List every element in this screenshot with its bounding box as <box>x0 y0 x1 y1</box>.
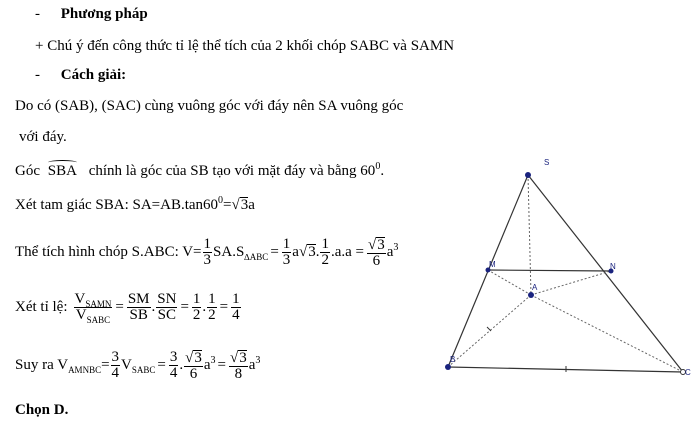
triangle-end: a <box>248 197 255 213</box>
v-sub: SABC <box>86 315 111 326</box>
fraction-num <box>367 237 386 254</box>
fraction-den: 2 <box>321 252 329 269</box>
fraction-den: SC <box>157 307 177 324</box>
radicand: 3 <box>308 244 316 260</box>
radical-sign: √ <box>185 349 194 366</box>
edge-AB <box>448 295 531 367</box>
result-label: Suy ra V <box>15 357 69 373</box>
dot: . <box>315 244 320 260</box>
fraction-num: 1 <box>203 236 212 253</box>
fraction <box>111 350 121 381</box>
fraction <box>320 237 330 268</box>
edge-AC <box>531 295 683 372</box>
v-symbol: V <box>75 307 87 324</box>
fraction-den: 4 <box>111 365 120 382</box>
eq: = <box>219 299 229 315</box>
radicand: 3 <box>239 349 247 366</box>
tick-mark <box>487 327 491 331</box>
fraction-num: 3 <box>111 349 120 366</box>
angle-rest: chính là góc của SB tạo với mặt đáy và bằng 60 <box>88 163 376 179</box>
eq: = <box>217 357 226 373</box>
v-sub: SABC <box>131 365 156 375</box>
volume-line <box>15 234 398 270</box>
radicand: 3 <box>240 197 249 213</box>
fraction <box>282 237 292 268</box>
fraction-den: 6 <box>372 252 381 269</box>
fraction <box>231 292 241 323</box>
degree-sup: 0 <box>375 161 381 172</box>
fraction-den <box>75 307 111 326</box>
power-sup: 3 <box>210 355 216 366</box>
volume-tail: a <box>386 244 394 260</box>
v-sub: SAMN <box>85 299 112 310</box>
fraction-num: 1 <box>208 291 216 308</box>
point-A <box>528 292 534 298</box>
eq: = <box>101 357 110 373</box>
triangle-text: Xét tam giác SBA: SA=AB.tan60 <box>15 197 219 213</box>
fraction-den: 2 <box>192 307 201 324</box>
edge-SC <box>528 175 683 372</box>
volume-a: a <box>292 244 299 260</box>
volume-eq: = <box>270 244 279 260</box>
bullet: - <box>35 67 40 83</box>
v-symbol: V <box>121 357 132 373</box>
fraction-den: 3 <box>203 252 212 269</box>
fraction-num: 1 <box>321 236 329 253</box>
eq: = <box>115 299 124 315</box>
angle-end: . <box>380 163 385 179</box>
radical-sign: √ <box>230 349 239 366</box>
fraction <box>184 350 203 382</box>
v-sub: AMNBC <box>68 365 102 375</box>
angle-prefix: Góc <box>15 163 40 179</box>
edge-MN <box>488 270 611 271</box>
fraction-num: 1 <box>282 236 291 253</box>
radical-sign: √ <box>367 236 377 253</box>
point-B <box>445 364 451 370</box>
point-S <box>525 172 531 178</box>
triangle-sub: ∆ABC <box>244 252 269 262</box>
fraction-den: 4 <box>232 307 240 324</box>
fraction-num: SN <box>157 291 177 308</box>
fraction-den: SB <box>129 307 148 324</box>
fraction-num: 1 <box>192 291 201 308</box>
angle-line <box>15 162 384 180</box>
dot: . <box>151 299 156 315</box>
ratio-label: Xét tỉ lệ: <box>15 299 68 315</box>
fraction-den: 6 <box>189 365 198 382</box>
solution-heading <box>35 66 126 84</box>
label-S: S <box>544 158 550 167</box>
power-sup: 3 <box>255 355 261 366</box>
radical-sign: √ <box>298 244 308 260</box>
method-heading <box>35 5 148 23</box>
dot: . <box>179 357 184 373</box>
fraction <box>192 292 202 323</box>
volume-mid: SA.S <box>213 244 245 260</box>
label-B: B <box>450 355 456 364</box>
power-sup: 3 <box>393 242 399 253</box>
fraction <box>127 292 151 323</box>
answer: Chọn D. <box>15 402 69 418</box>
fraction-num: 1 <box>232 291 240 308</box>
method-title: Phương pháp <box>60 6 148 22</box>
label-C: C <box>685 368 691 377</box>
fraction <box>169 350 179 381</box>
solution-title: Cách giải: <box>60 67 127 83</box>
triangle-line <box>15 196 255 214</box>
fraction-den: 8 <box>234 365 243 382</box>
label-M: M <box>489 260 496 269</box>
eq: = <box>180 299 189 315</box>
dot: . <box>202 299 207 315</box>
radicand: 3 <box>377 236 385 253</box>
fraction-num <box>74 292 113 308</box>
volume-label: Thể tích hình chóp S.ABC: V= <box>15 244 202 260</box>
fraction-den: 4 <box>169 365 178 382</box>
fraction-num: 3 <box>169 349 178 366</box>
fraction-den: 3 <box>282 252 291 269</box>
eq: = <box>157 357 166 373</box>
ratio-line <box>15 289 242 325</box>
fraction <box>203 237 213 268</box>
radical-sign: √ <box>231 197 240 213</box>
solution-line-2: với đáy. <box>19 129 67 145</box>
edge-AN <box>531 271 611 295</box>
pyramid-figure <box>440 155 690 415</box>
fraction-num: SM <box>127 291 150 308</box>
fraction-den: 2 <box>208 307 216 324</box>
fraction <box>74 291 113 326</box>
solution-line-1: Do có (SAB), (SAC) cùng vuông góc với đáy nên SA vuông góc <box>15 98 404 114</box>
v-symbol: V <box>74 291 86 308</box>
triangle-eq: = <box>223 197 232 213</box>
label-N: N <box>610 262 616 271</box>
fraction <box>367 237 386 269</box>
fraction-num <box>184 350 203 367</box>
edge-AM <box>488 270 531 295</box>
fraction <box>156 292 177 323</box>
radicand: 3 <box>194 349 202 366</box>
method-note: + Chú ý đến công thức tỉ lệ thể tích của 2 khối chóp SABC và SAMN <box>35 38 455 54</box>
volume-aa: .a.a = <box>330 244 364 260</box>
a-symbol: a <box>248 357 256 373</box>
fraction <box>229 350 248 382</box>
result-line <box>15 347 260 383</box>
a-symbol: a <box>203 357 211 373</box>
angle-symbol: SBA <box>47 163 77 179</box>
fraction-num <box>229 350 248 367</box>
fraction <box>207 292 217 323</box>
bullet: - <box>35 6 40 22</box>
degree-sup: 0 <box>218 195 224 206</box>
edge-SA <box>528 175 531 295</box>
label-A: A <box>532 283 538 292</box>
